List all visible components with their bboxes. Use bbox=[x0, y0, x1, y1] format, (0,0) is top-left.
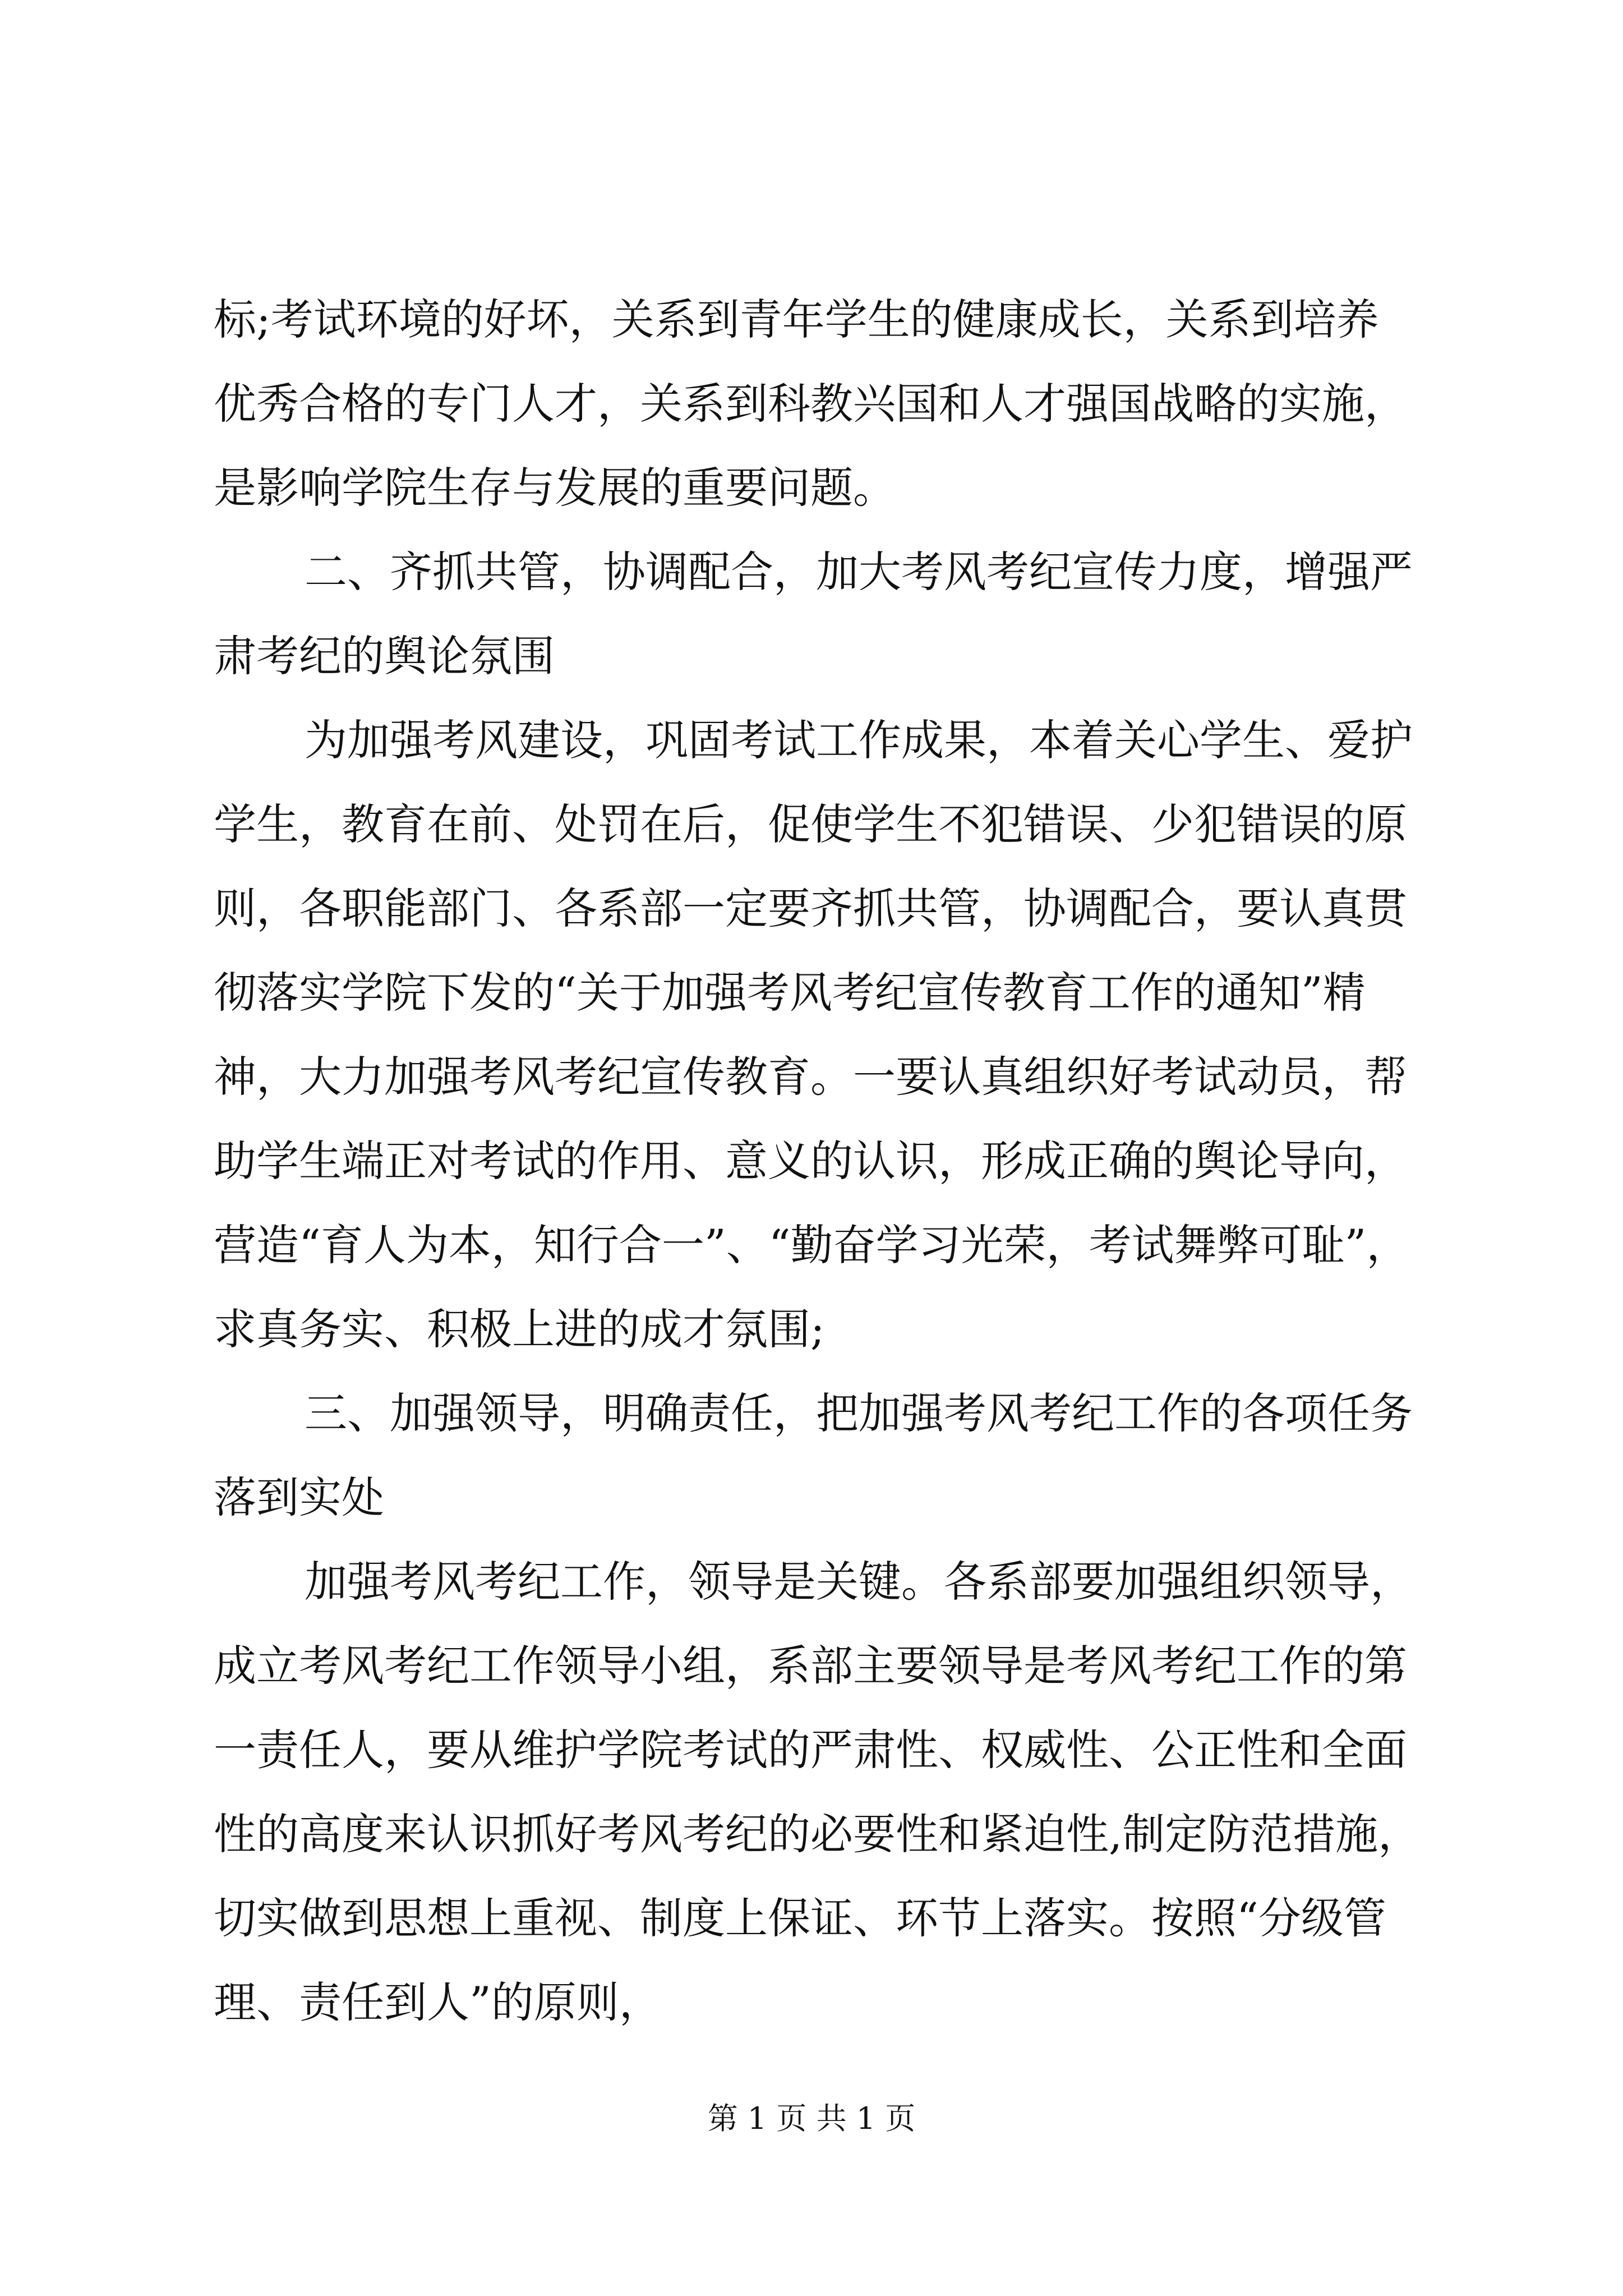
section-heading: 肃考纪的舆论氛围 bbox=[214, 631, 555, 681]
text-line: 助学生端正对考试的作用、意义的认识，形成正确的舆论导向， bbox=[214, 1136, 1407, 1186]
text-line: 为加强考风建设，巩固考试工作成果，本着关心学生、爱护 bbox=[305, 715, 1413, 765]
section-heading: 落到实处 bbox=[214, 1473, 384, 1522]
text-line: 神，大力加强考风考纪宣传教育。一要认真组织好考试动员，帮 bbox=[214, 1052, 1407, 1102]
text-line: 营造“育人为本，知行合一”、“勤奋学习光荣，考试舞弊可耻”， bbox=[214, 1220, 1409, 1270]
text-line: 彻落实学院下发的“关于加强考风考纪宣传教育工作的通知”精 bbox=[214, 968, 1366, 1018]
text-line: 是影响学院生存与发展的重要问题。 bbox=[214, 463, 896, 513]
text-line: 一责任人，要从维护学院考试的严肃性、权威性、公正性和全面 bbox=[214, 1725, 1407, 1775]
text-line: 学生，教育在前、处罚在后，促使学生不犯错误、少犯错误的原 bbox=[214, 799, 1407, 849]
text-line: 性的高度来认识抓好考风考纪的必要性和紧迫性,制定防范措施， bbox=[214, 1809, 1421, 1859]
text-line: 求真务实、积极上进的成才氛围; bbox=[214, 1304, 825, 1354]
text-line: 切实做到思想上重视、制度上保证、环节上落实。按照“分级管 bbox=[214, 1893, 1386, 1943]
text-line: 理、责任到人”的原则， bbox=[214, 1977, 662, 2027]
text-line: 优秀合格的专门人才，关系到科教兴国和人才强国战略的实施， bbox=[214, 379, 1407, 429]
section-heading: 三、加强领导，明确责任，把加强考风考纪工作的各项任务 bbox=[305, 1388, 1413, 1438]
text-line: 则，各职能部门、各系部一定要齐抓共管，协调配合，要认真贯 bbox=[214, 884, 1407, 933]
section-heading: 二、齐抓共管，协调配合，加大考风考纪宣传力度，增强严 bbox=[305, 547, 1413, 597]
page-number-footer: 第 1 页 共 1 页 bbox=[707, 2101, 916, 2136]
text-line: 加强考风考纪工作，领导是关键。各系部要加强组织领导， bbox=[305, 1557, 1413, 1607]
text-line: 成立考风考纪工作领导小组，系部主要领导是考风考纪工作的第 bbox=[214, 1641, 1407, 1691]
text-line: 标;考试环境的好坏，关系到青年学生的健康成长，关系到培养 bbox=[214, 295, 1379, 344]
